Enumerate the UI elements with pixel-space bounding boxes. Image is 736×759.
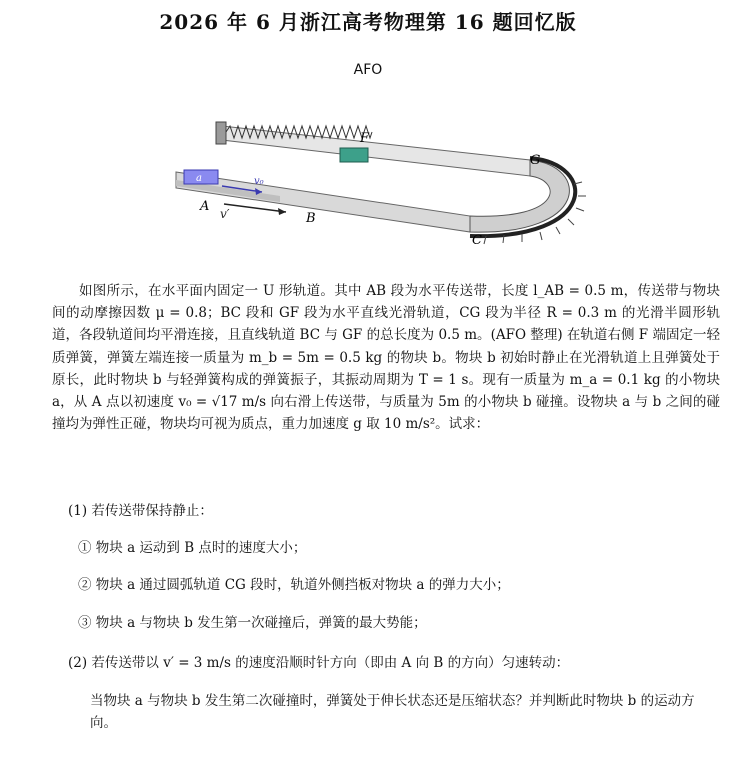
v-prime-arrow <box>224 204 286 212</box>
author: AFO <box>353 62 383 78</box>
label-g: G <box>530 153 541 168</box>
problem-statement: 如图所示，在水平面内固定一 U 形轨道。其中 AB 段为水平传送带，长度 l_AB = 0.5 m，传送带与物块间的动摩擦因数 μ = 0.8；BC 段和 GF 段为水平直线光滑轨道，CG 段为半径 R = 0.3 m 的光滑半圆形轨道，各段轨道间均平滑连接，且直线轨道 BC 与 GF 的总长度为 0.5 m。(AFO 整理) 在轨道右侧 F 端固定一轻质弹簧，弹簧左端连接一质量为 m_b = 5m = 0.5 kg 的物块 b。物块 b 初始时静止在光滑轨道上且弹簧处于原长，此时物块 b 与轻弹簧构成的弹簧振子，其振动周期为 T = 1 s。现有一质量为 m_a = 0.1 kg 的小物块 a，从 A 点以初速度 v₀ = √17 m/s 向右滑上传送带，与质量为 5m 的小物块 b 碰撞。设物块 a 与 b 之间的碰撞均为弹性正碰，物块均可视为质点，重力加速度 g 取 10 m/s²。试求： <box>52 283 720 433</box>
question-1-part-3: ③ 物块 a 与物块 b 发生第一次碰撞后，弹簧的最大势能； <box>78 615 427 631</box>
wall <box>216 122 226 144</box>
label-f: F <box>360 131 370 146</box>
v0-label: v₀ <box>254 176 264 187</box>
label-c: C <box>472 233 482 248</box>
question-1: (1) 若传送带保持静止： <box>68 503 213 519</box>
track-abc <box>176 172 470 232</box>
question-1-part-2: ② 物块 a 通过圆弧轨道 CG 段时，轨道外侧挡板对物块 a 的弹力大小； <box>78 577 510 593</box>
label-b: B <box>306 211 316 226</box>
label-a: A <box>200 199 210 214</box>
question-2: (2) 若传送带以 v′ = 3 m/s 的速度沿顺时针方向（即由 A 向 B 的方向）匀速转动： <box>68 655 570 671</box>
page-title: 2026 年 6 月浙江高考物理第 16 题回忆版 <box>159 10 577 34</box>
question-1-part-1: ① 物块 a 运动到 B 点时的速度大小； <box>78 540 307 556</box>
block-a-label: a <box>196 173 202 184</box>
u-track-figure <box>170 118 590 250</box>
question-2-body: 当物块 a 与物块 b 发生第二次碰撞时，弹簧处于伸长状态还是压缩状态？并判断此时物块 b 的运动方向。 <box>90 693 695 731</box>
v-prime-label: v′ <box>220 207 230 221</box>
track-gf <box>222 126 530 176</box>
block-b <box>340 148 368 162</box>
